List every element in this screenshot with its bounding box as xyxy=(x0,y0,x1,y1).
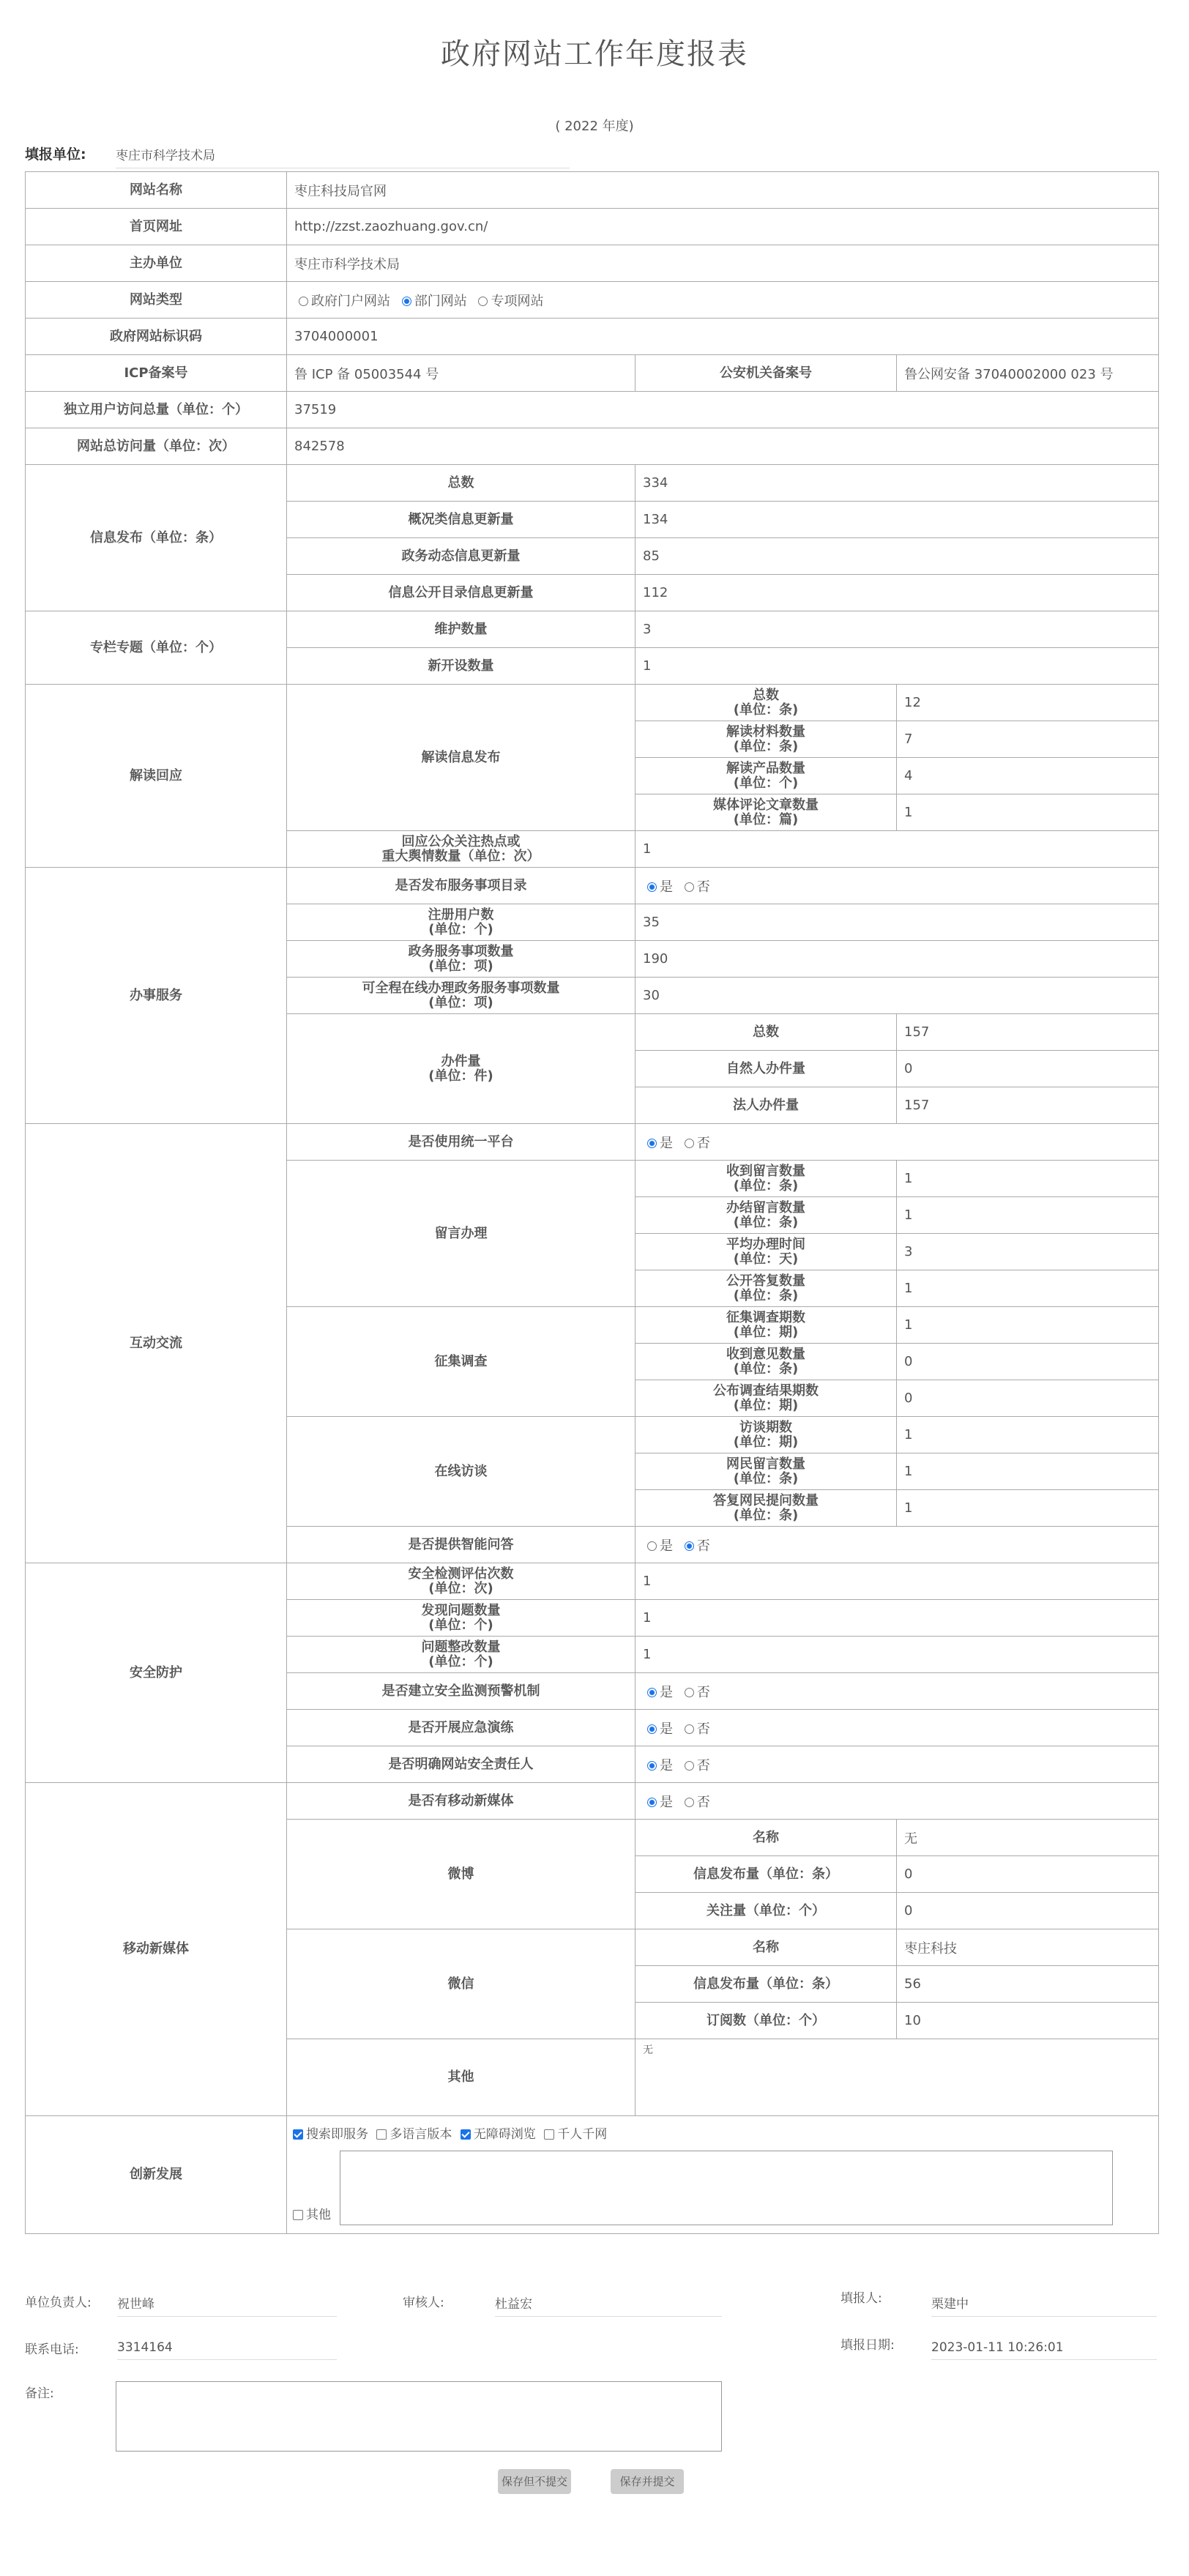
survey-row-label xyxy=(636,1307,897,1344)
no-label: 否 xyxy=(696,1684,710,1700)
column-row-label: 新开设数量 xyxy=(287,648,636,685)
volume-row-label: 总数 xyxy=(636,1014,897,1051)
response-value[interactable]: 1 xyxy=(636,831,1159,868)
online-items-label xyxy=(287,978,636,1014)
info-row-label: 信息公开目录信息更新量 xyxy=(287,575,636,611)
innovation-search-label: 搜索即服务 xyxy=(306,2127,368,2142)
message-row-label-unit: (单位：条) xyxy=(733,1214,799,1230)
monitor-yes-radio[interactable] xyxy=(647,1688,657,1697)
ai-qa-no-radio[interactable] xyxy=(685,1541,694,1551)
interpret-row-value[interactable]: 7 xyxy=(897,721,1159,758)
wechat-row-label: 订阅数（单位：个） xyxy=(636,2003,897,2039)
home-url-label: 首页网址 xyxy=(26,209,287,245)
owner-yes-radio[interactable] xyxy=(647,1761,657,1771)
save-without-submit-button[interactable]: 保存但不提交 xyxy=(498,2469,571,2494)
innovation-multilang-label: 多语言版本 xyxy=(390,2127,452,2142)
reviewer-value[interactable]: 杜益宏 xyxy=(495,2293,722,2317)
interview-row-label-main: 访谈期数 xyxy=(739,1419,792,1435)
head-label: 单位负责人: xyxy=(25,2296,92,2310)
ai-qa-options xyxy=(636,1527,1159,1563)
police-value[interactable]: 鲁公网安备 37040002000 023 号 xyxy=(897,355,1159,392)
interpret-row-label xyxy=(636,794,897,831)
volume-row-value[interactable]: 0 xyxy=(897,1051,1159,1087)
column-row-value[interactable]: 3 xyxy=(636,611,1159,648)
security-row-value[interactable]: 1 xyxy=(636,1600,1159,1637)
wechat-label: 微信 xyxy=(287,1929,636,2039)
security-row-value[interactable]: 1 xyxy=(636,1563,1159,1600)
wechat-row-value[interactable]: 10 xyxy=(897,2003,1159,2039)
interpret-section-label: 解读回应 xyxy=(26,685,287,868)
owner-no-radio[interactable] xyxy=(685,1761,694,1771)
site-type-radio-special[interactable] xyxy=(478,297,488,306)
online-items-label-unit: (单位：项) xyxy=(428,994,493,1010)
yes-label: 是 xyxy=(660,1135,673,1151)
volume-label-unit: (单位：件) xyxy=(428,1068,493,1084)
uv-label: 独立用户访问总量（单位：个） xyxy=(26,392,287,428)
site-type-special-label: 专项网站 xyxy=(491,293,544,309)
column-row-value[interactable]: 1 xyxy=(636,648,1159,685)
info-row-value[interactable]: 85 xyxy=(636,538,1159,575)
info-section-label: 信息发布（单位：条） xyxy=(26,465,287,611)
security-row-label-main: 安全检测评估次数 xyxy=(408,1566,514,1582)
innovation-other-label: 其他 xyxy=(306,2208,331,2222)
security-row-label-unit: (单位：个) xyxy=(428,1653,493,1669)
message-label: 留言办理 xyxy=(287,1161,636,1307)
yes-label: 是 xyxy=(660,879,673,895)
security-row-label-unit: (单位：个) xyxy=(428,1617,493,1633)
interpret-row-label-main: 总数 xyxy=(753,687,779,703)
site-type-label: 网站类型 xyxy=(26,282,287,319)
survey-row-value[interactable]: 0 xyxy=(897,1344,1159,1380)
wechat-row-label: 名称 xyxy=(636,1929,897,1966)
security-row-label xyxy=(287,1637,636,1673)
interview-row-value[interactable]: 1 xyxy=(897,1490,1159,1527)
response-label-main: 回应公众关注热点或 xyxy=(401,833,521,849)
no-label: 否 xyxy=(696,1794,710,1810)
online-items-label-main: 可全程在线办理政务服务事项数量 xyxy=(362,980,560,996)
survey-row-label-main: 公布调查结果期数 xyxy=(713,1382,819,1399)
fill-unit-row xyxy=(25,144,215,163)
interpret-row-label xyxy=(636,721,897,758)
interpret-row-value[interactable]: 1 xyxy=(897,794,1159,831)
interview-row-label xyxy=(636,1453,897,1490)
volume-row-label: 自然人办件量 xyxy=(636,1051,897,1087)
message-row-label xyxy=(636,1161,897,1197)
survey-row-label xyxy=(636,1344,897,1380)
no-label: 否 xyxy=(696,879,710,895)
interview-label: 在线访谈 xyxy=(287,1417,636,1527)
date-value[interactable]: 2023-01-11 10:26:01 xyxy=(931,2340,1157,2360)
owner-label: 是否明确网站安全责任人 xyxy=(287,1746,636,1783)
filler-label: 填报人: xyxy=(840,2291,882,2306)
security-section-label: 安全防护 xyxy=(26,1563,287,1783)
service-dir-yes-radio[interactable] xyxy=(647,882,657,892)
message-row-label-main: 平均办理时间 xyxy=(726,1236,805,1252)
message-row-label-unit: (单位：条) xyxy=(733,1177,799,1194)
innovation-accessible-label: 无障碍浏览 xyxy=(473,2127,536,2142)
interpret-row-label-unit: (单位：篇) xyxy=(733,811,799,827)
interpret-row-value[interactable]: 12 xyxy=(897,685,1159,721)
no-label: 否 xyxy=(696,1757,710,1773)
survey-row-label-main: 征集调查期数 xyxy=(726,1309,805,1325)
service-items-label-main: 政务服务事项数量 xyxy=(408,943,514,959)
interpret-row-label-unit: (单位：条) xyxy=(733,701,799,718)
remark-textarea[interactable] xyxy=(116,2381,722,2452)
phone-label: 联系电话: xyxy=(25,2342,79,2357)
mobile-no-radio[interactable] xyxy=(685,1798,694,1807)
interview-row-value[interactable]: 1 xyxy=(897,1453,1159,1490)
sponsor-value[interactable]: 枣庄市科学技术局 xyxy=(287,245,1159,282)
survey-row-value[interactable]: 0 xyxy=(897,1380,1159,1417)
site-type-department-label: 部门网站 xyxy=(414,293,467,309)
online-items-value[interactable]: 30 xyxy=(636,978,1159,1014)
weibo-label: 微博 xyxy=(287,1820,636,1929)
volume-row-value[interactable]: 157 xyxy=(897,1087,1159,1124)
wechat-row-value[interactable]: 枣庄科技 xyxy=(897,1929,1159,1966)
interview-row-label-unit: (单位：期) xyxy=(733,1434,799,1450)
head-value[interactable]: 祝世峰 xyxy=(117,2293,337,2317)
mobile-has-options xyxy=(636,1783,1159,1820)
message-row-label xyxy=(636,1270,897,1307)
platform-yes-radio[interactable] xyxy=(647,1139,657,1148)
message-row-value[interactable]: 3 xyxy=(897,1234,1159,1270)
survey-row-label-unit: (单位：条) xyxy=(733,1360,799,1377)
weibo-row-label: 关注量（单位：个） xyxy=(636,1893,897,1929)
yes-label: 是 xyxy=(660,1794,673,1810)
interview-row-label-unit: (单位：条) xyxy=(733,1507,799,1523)
uv-value[interactable]: 37519 xyxy=(287,392,1159,428)
response-label-unit: 重大舆情数量（单位：次） xyxy=(381,848,540,864)
police-label: 公安机关备案号 xyxy=(636,355,897,392)
no-label: 否 xyxy=(696,1721,710,1737)
innovation-other-textarea[interactable] xyxy=(340,2151,1113,2225)
reg-users-label xyxy=(287,904,636,941)
security-row-label xyxy=(287,1600,636,1637)
site-name-label: 网站名称 xyxy=(26,172,287,209)
service-dir-options xyxy=(636,868,1159,904)
survey-row-label-unit: (单位：期) xyxy=(733,1397,799,1413)
site-name-value[interactable]: 枣庄科技局官网 xyxy=(287,172,1159,209)
home-url-value[interactable]: http://zzst.zaozhuang.gov.cn/ xyxy=(287,209,1159,245)
info-row-value[interactable]: 112 xyxy=(636,575,1159,611)
site-id-value[interactable]: 3704000001 xyxy=(287,319,1159,355)
ai-qa-yes-radio[interactable] xyxy=(647,1541,657,1551)
security-row-label xyxy=(287,1563,636,1600)
interpret-row-label-main: 媒体评论文章数量 xyxy=(713,797,819,813)
service-items-value[interactable]: 190 xyxy=(636,941,1159,978)
column-section-label: 专栏专题（单位：个） xyxy=(26,611,287,685)
interpret-row-label xyxy=(636,685,897,721)
weibo-row-label: 名称 xyxy=(636,1820,897,1856)
drill-options xyxy=(636,1710,1159,1746)
innovation-section-label: 创新发展 xyxy=(26,2116,287,2234)
owner-options xyxy=(636,1746,1159,1783)
info-row-label: 概况类信息更新量 xyxy=(287,502,636,538)
interview-row-label-main: 网民留言数量 xyxy=(726,1456,805,1472)
innovation-multilang-checkbox[interactable] xyxy=(376,2129,387,2140)
innovation-personal-checkbox[interactable] xyxy=(544,2129,554,2140)
interpret-row-label xyxy=(636,758,897,794)
platform-no-radio[interactable] xyxy=(685,1139,694,1148)
pv-value[interactable]: 842578 xyxy=(287,428,1159,465)
platform-label: 是否使用统一平台 xyxy=(287,1124,636,1161)
wechat-row-value[interactable]: 56 xyxy=(897,1966,1159,2003)
volume-label xyxy=(287,1014,636,1124)
survey-row-label-unit: (单位：期) xyxy=(733,1324,799,1340)
weibo-row-value[interactable]: 0 xyxy=(897,1856,1159,1893)
info-row-value[interactable]: 334 xyxy=(636,465,1159,502)
service-section-label: 办事服务 xyxy=(26,868,287,1124)
info-row-label: 总数 xyxy=(287,465,636,502)
info-row-label: 政务动态信息更新量 xyxy=(287,538,636,575)
interview-row-label-unit: (单位：条) xyxy=(733,1470,799,1486)
service-dir-label: 是否发布服务事项目录 xyxy=(287,868,636,904)
interpret-row-label-main: 解读产品数量 xyxy=(726,760,805,776)
mobile-has-label: 是否有移动新媒体 xyxy=(287,1783,636,1820)
interpret-sub-label: 解读信息发布 xyxy=(287,685,636,831)
site-type-options xyxy=(287,282,1159,319)
message-row-label-unit: (单位：天) xyxy=(733,1251,799,1267)
message-row-value[interactable]: 1 xyxy=(897,1270,1159,1307)
message-row-label-main: 公开答复数量 xyxy=(726,1273,805,1289)
mobile-other-textarea[interactable]: 无 xyxy=(636,2039,1159,2116)
date-label: 填报日期: xyxy=(840,2338,895,2353)
message-row-label-main: 收到留言数量 xyxy=(726,1163,805,1179)
security-row-label-main: 发现问题数量 xyxy=(421,1602,501,1618)
weibo-row-value[interactable]: 无 xyxy=(897,1820,1159,1856)
reg-users-label-main: 注册用户数 xyxy=(428,907,494,923)
message-row-value[interactable]: 1 xyxy=(897,1161,1159,1197)
service-items-label-unit: (单位：项) xyxy=(428,958,493,974)
mobile-other-label: 其他 xyxy=(287,2039,636,2116)
survey-row-label-main: 收到意见数量 xyxy=(726,1346,805,1362)
reviewer-label: 审核人: xyxy=(403,2296,444,2310)
volume-row-label: 法人办件量 xyxy=(636,1087,897,1124)
mobile-yes-radio[interactable] xyxy=(647,1798,657,1807)
response-label xyxy=(287,831,636,868)
security-row-label-unit: (单位：次) xyxy=(428,1580,493,1596)
message-row-label-unit: (单位：条) xyxy=(733,1287,799,1303)
interview-row-label-main: 答复网民提问数量 xyxy=(713,1492,819,1508)
innovation-accessible-checkbox[interactable] xyxy=(461,2129,471,2140)
yes-label: 是 xyxy=(660,1757,673,1773)
icp-value[interactable]: 鲁 ICP 备 05003544 号 xyxy=(287,355,636,392)
no-label: 否 xyxy=(696,1538,710,1554)
message-row-label xyxy=(636,1197,897,1234)
phone-value[interactable]: 3314164 xyxy=(117,2340,337,2360)
survey-label: 征集调查 xyxy=(287,1307,636,1417)
column-row-label: 维护数量 xyxy=(287,611,636,648)
report-year: ( 2022 年度) xyxy=(555,119,634,134)
icp-label: ICP备案号 xyxy=(26,355,287,392)
wechat-row-label: 信息发布量（单位：条） xyxy=(636,1966,897,2003)
interpret-row-label-unit: (单位：条) xyxy=(733,738,799,754)
fill-unit-value: 枣庄市科学技术局 xyxy=(116,145,570,168)
monitor-options xyxy=(636,1673,1159,1710)
survey-row-label xyxy=(636,1380,897,1417)
security-row-value[interactable]: 1 xyxy=(636,1637,1159,1673)
site-type-radio-department[interactable] xyxy=(402,297,411,306)
interview-row-value[interactable]: 1 xyxy=(897,1417,1159,1453)
page-title: 政府网站工作年度报表 xyxy=(441,37,748,71)
reg-users-value[interactable]: 35 xyxy=(636,904,1159,941)
sponsor-label: 主办单位 xyxy=(26,245,287,282)
drill-label: 是否开展应急演练 xyxy=(287,1710,636,1746)
innovation-options xyxy=(287,2116,1159,2234)
interpret-row-value[interactable]: 4 xyxy=(897,758,1159,794)
filler-value[interactable]: 栗建中 xyxy=(931,2293,1157,2317)
yes-label: 是 xyxy=(660,1721,673,1737)
mobile-section-label: 移动新媒体 xyxy=(26,1783,287,2116)
ai-qa-label: 是否提供智能问答 xyxy=(287,1527,636,1563)
interpret-row-label-main: 解读材料数量 xyxy=(726,723,805,740)
site-type-portal-label: 政府门户网站 xyxy=(311,293,390,309)
innovation-personal-label: 千人千网 xyxy=(557,2127,608,2142)
volume-row-value[interactable]: 157 xyxy=(897,1014,1159,1051)
security-row-label-main: 问题整改数量 xyxy=(421,1639,501,1655)
site-type-radio-portal[interactable] xyxy=(299,297,308,306)
service-items-label xyxy=(287,941,636,978)
service-dir-no-radio[interactable] xyxy=(685,882,694,892)
pv-label: 网站总访问量（单位：次） xyxy=(26,428,287,465)
yes-label: 是 xyxy=(660,1538,673,1554)
yes-label: 是 xyxy=(660,1684,673,1700)
site-id-label: 政府网站标识码 xyxy=(26,319,287,355)
interpret-row-label-unit: (单位：个) xyxy=(733,775,799,791)
drill-no-radio[interactable] xyxy=(685,1724,694,1734)
report-table xyxy=(25,171,1159,2234)
reg-users-label-unit: (单位：个) xyxy=(428,921,493,937)
survey-row-value[interactable]: 1 xyxy=(897,1307,1159,1344)
monitor-no-radio[interactable] xyxy=(685,1688,694,1697)
remark-label: 备注: xyxy=(25,2386,54,2401)
platform-options xyxy=(636,1124,1159,1161)
info-row-value[interactable]: 134 xyxy=(636,502,1159,538)
weibo-row-label: 信息发布量（单位：条） xyxy=(636,1856,897,1893)
message-row-label-main: 办结留言数量 xyxy=(726,1199,805,1216)
interact-section-label: 互动交流 xyxy=(26,1124,287,1563)
save-and-submit-button[interactable]: 保存并提交 xyxy=(611,2469,684,2494)
fill-unit-label: 填报单位: xyxy=(25,146,86,163)
monitor-label: 是否建立安全监测预警机制 xyxy=(287,1673,636,1710)
weibo-row-value[interactable]: 0 xyxy=(897,1893,1159,1929)
innovation-search-checkbox[interactable] xyxy=(293,2129,303,2140)
message-row-value[interactable]: 1 xyxy=(897,1197,1159,1234)
interview-row-label xyxy=(636,1490,897,1527)
no-label: 否 xyxy=(696,1135,710,1151)
innovation-other-checkbox[interactable] xyxy=(293,2210,303,2220)
message-row-label xyxy=(636,1234,897,1270)
drill-yes-radio[interactable] xyxy=(647,1724,657,1734)
interview-row-label xyxy=(636,1417,897,1453)
volume-label-main: 办件量 xyxy=(441,1053,481,1069)
